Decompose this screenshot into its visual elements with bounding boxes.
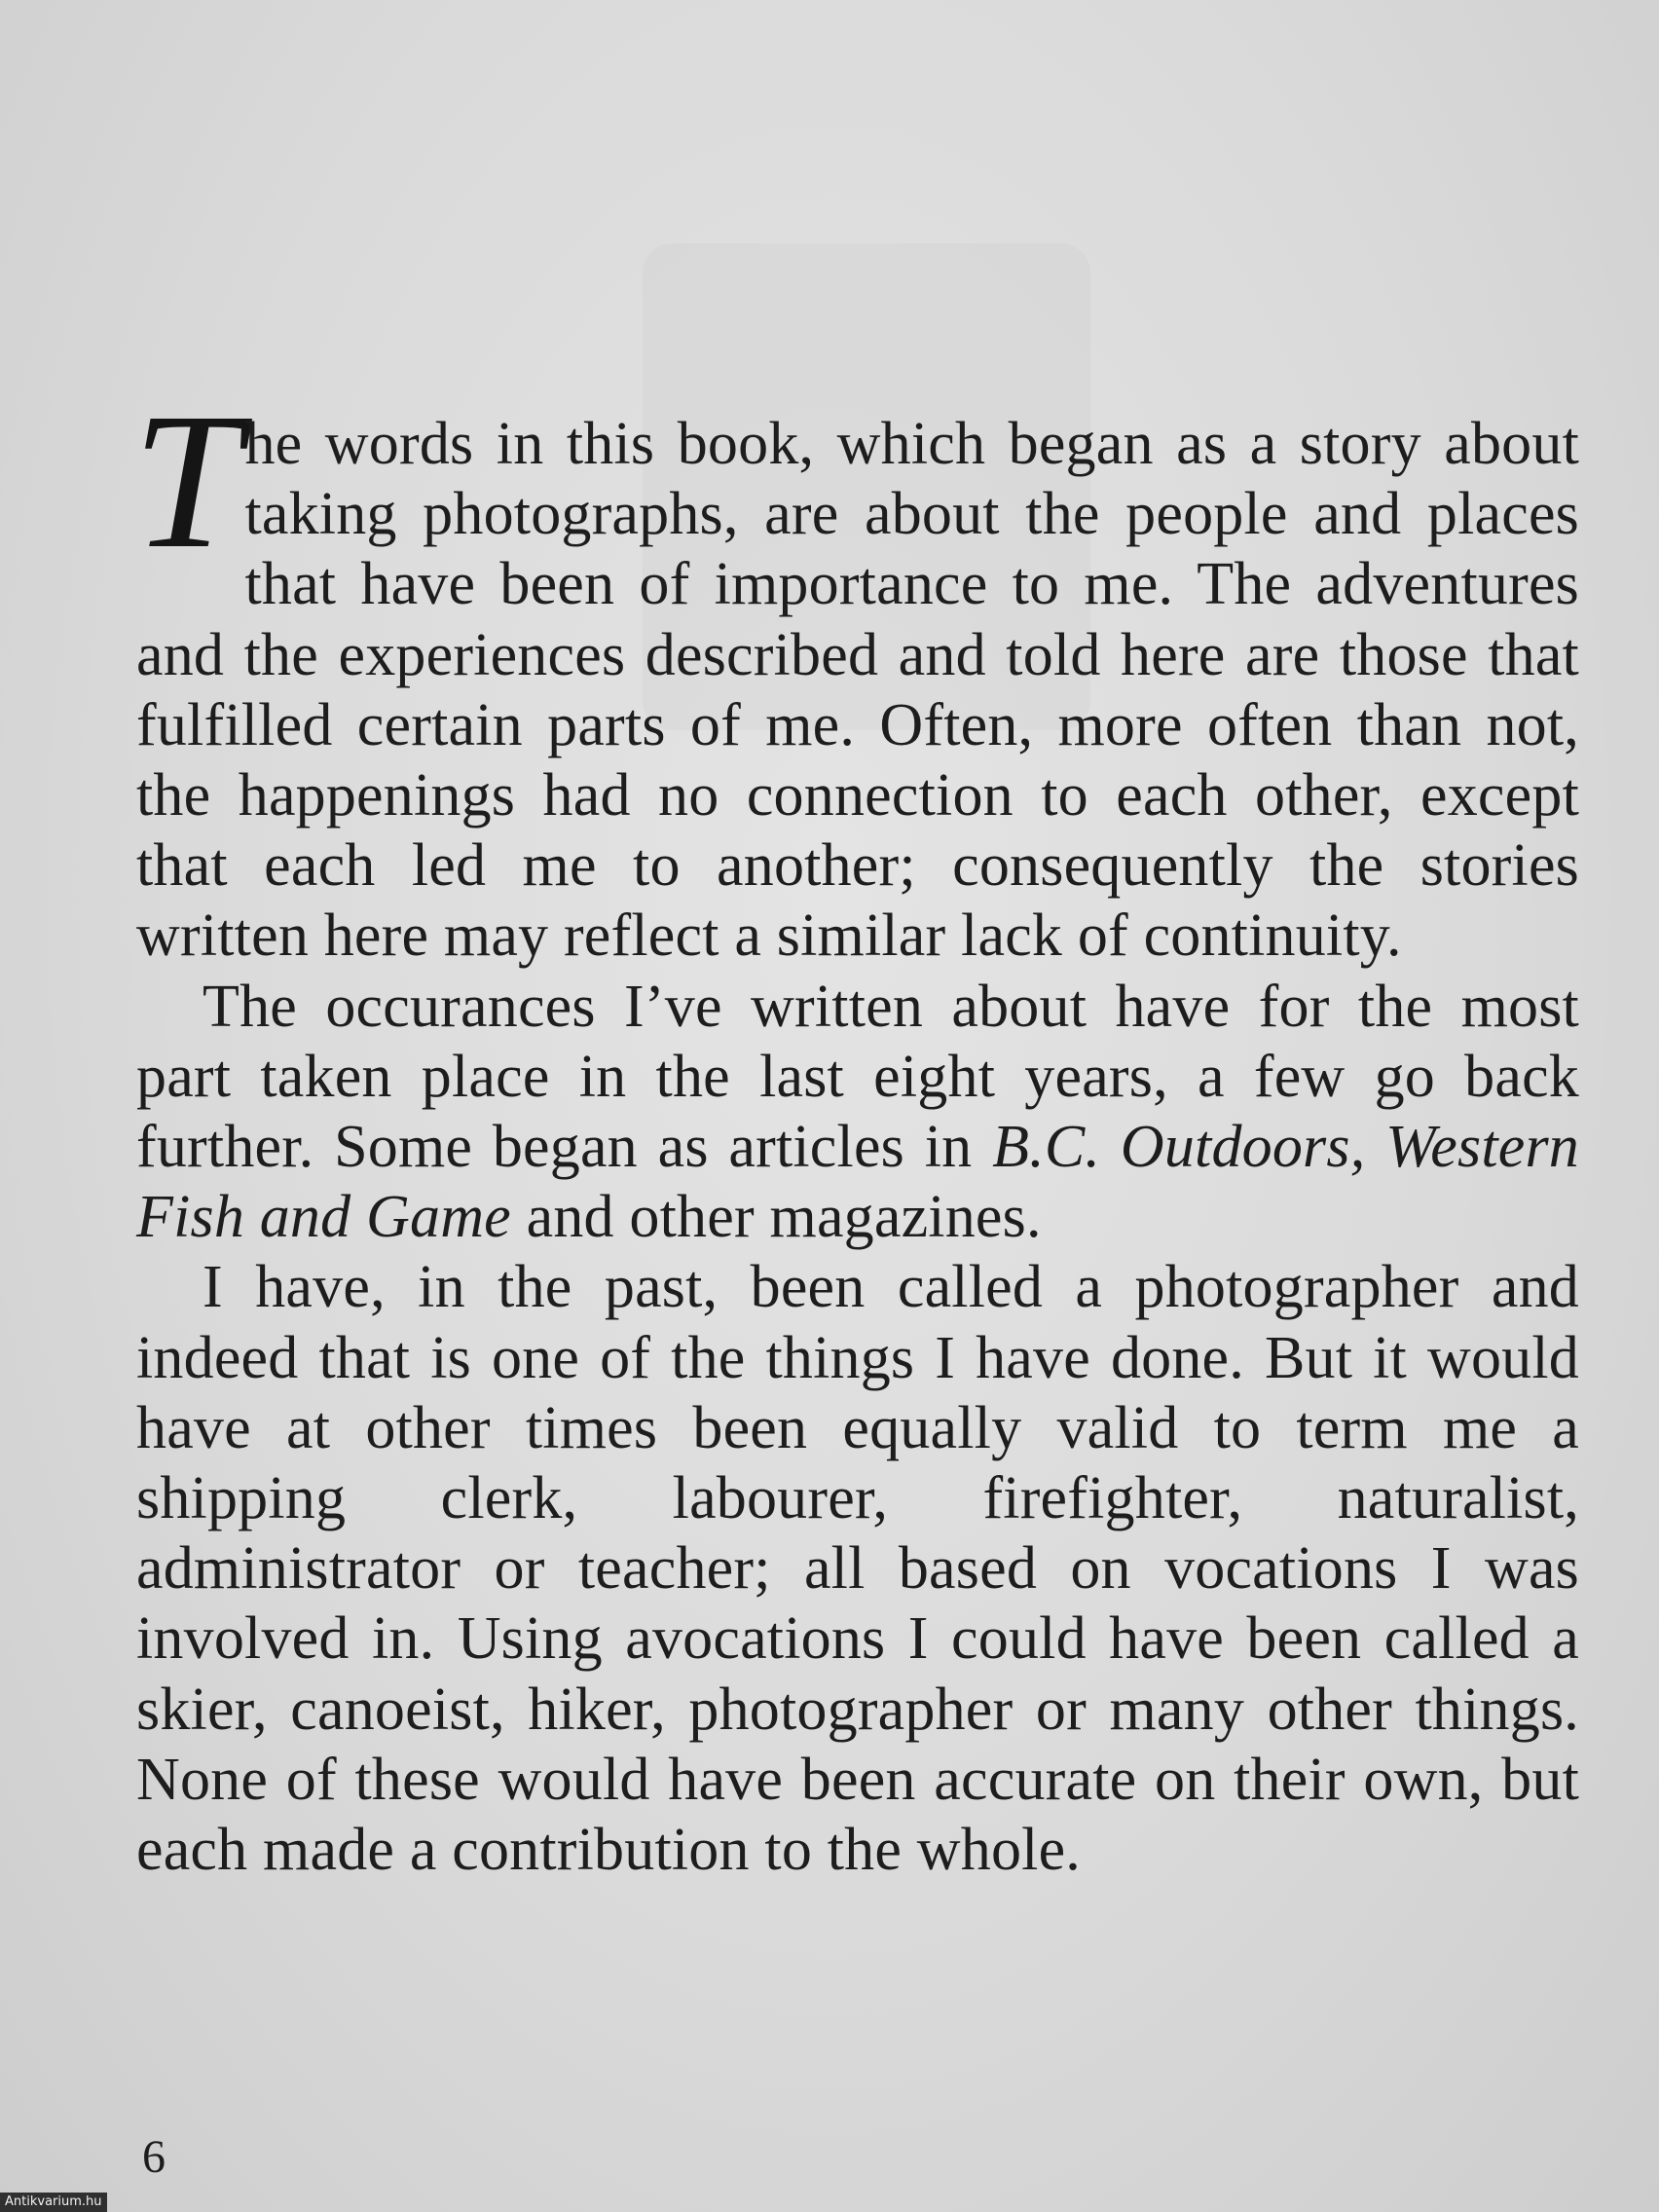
paragraph-1	[132, 374, 1579, 972]
body-text	[132, 374, 1580, 1885]
paragraph-3: I have, in the past, been called a photographer and indeed that is one of the things I have done. But it would have at other times been equally valid to term me a shipping clerk, labourer, firefighter, naturalist, administrator or teacher; all based on vocations I was involved in. Using avocations I could have been called a skier, canoeist, hiker, photographer or many other things. None of these would have been accurate on their own, but each made a contribution to the whole.	[136, 1254, 1579, 1884]
paragraph-2-text-start: The occurances I’ve written about have for the most part taken place in the last eight years, a few go back further. Some began as articles in	[136, 973, 1579, 1181]
paragraph-1-text: he words in this book, which began as a story about taking photographs, are about the people and places that have been of importance to me. The adventures and the experiences described and told here are those that fulfilled certain parts of me. Often, more often than not, the happenings had no connection to each other, except that each led me to another; consequently the stories written here may reflect a similar lack of continuity.	[136, 411, 1579, 970]
watermark: Antikvarium.hu	[0, 2193, 107, 2212]
paragraph-2	[136, 972, 1579, 1253]
drop-cap: T	[132, 374, 241, 589]
magazine-titles: B.C. Outdoors, Western Fish and Game	[136, 1114, 1580, 1251]
paragraph-2-text-end: and other magazines.	[510, 1184, 1042, 1251]
page-number: 6	[142, 2131, 166, 2183]
